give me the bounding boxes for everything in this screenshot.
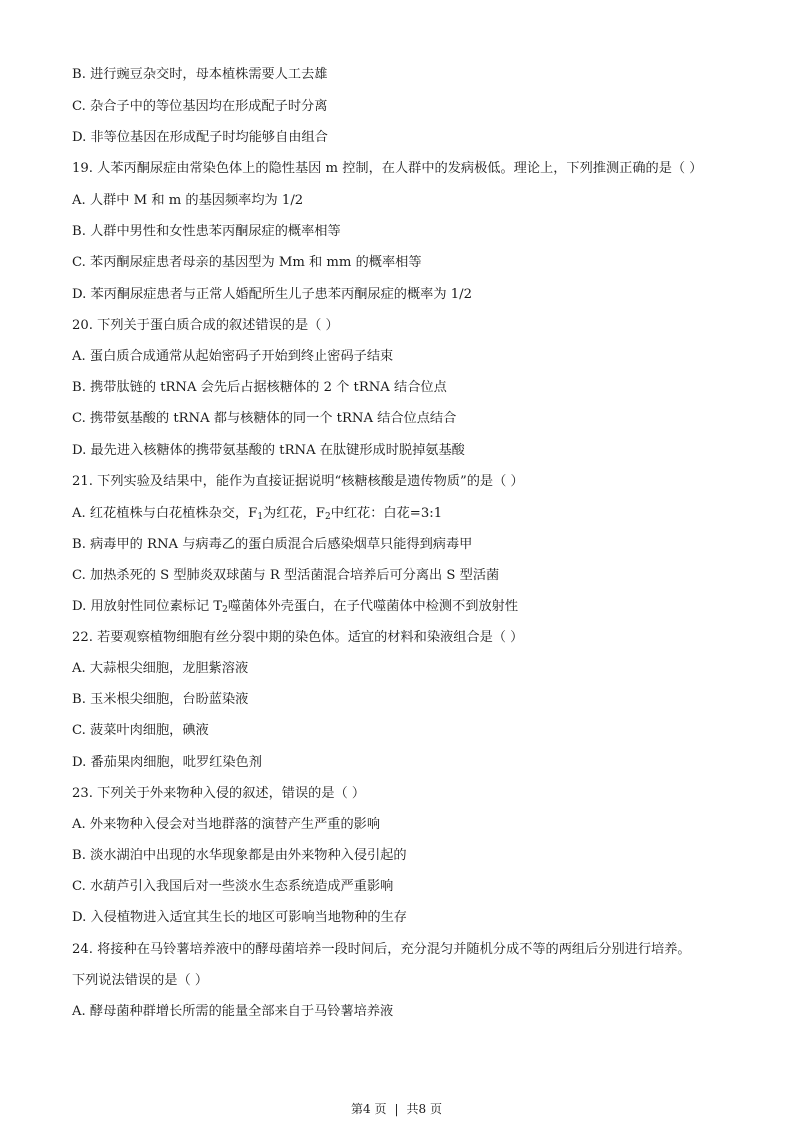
q22-option-a: A. 大蒜根尖细胞，龙胆紫溶液 [72,661,249,676]
q21-option-c: C. 加热杀死的 S 型肺炎双球菌与 R 型活菌混合培养后可分离出 S 型活菌 [72,568,500,583]
q23-option-b: B. 淡水湖泊中出现的水华现象都是由外来物种入侵引起的 [72,848,407,863]
q21-option-b: B. 病毒甲的 RNA 与病毒乙的蛋白质混合后感染烟草只能得到病毒甲 [72,537,473,552]
q23-option-c: C. 水葫芦引入我国后对一些淡水生态系统造成严重影响 [72,879,394,894]
q22-option-c: C. 菠菜叶肉细胞，碘液 [72,723,209,738]
q18-option-c: C. 杂合子中的等位基因均在形成配子时分离 [72,99,328,114]
q19-stem: 19. 人苯丙酮尿症由常染色体上的隐性基因 m 控制，在人群中的发病极低。理论上，下列推测正确的是（ ） [72,161,703,176]
q23-option-d: D. 入侵植物进入适宜其生长的地区可影响当地物种的生存 [72,910,407,925]
q20-option-c: C. 携带氨基酸的 tRNA 都与核糖体的同一个 tRNA 结合位点结合 [72,411,457,426]
q20-option-b: B. 携带肽链的 tRNA 会先后占据核糖体的 2 个 tRNA 结合位点 [72,380,447,395]
q22-option-d: D. 番茄果肉细胞，吡罗红染色剂 [72,755,262,770]
q24-stem-line-2: 下列说法错误的是（ ） [72,973,209,988]
q21-option-d: D. 用放射性同位素标记 $T_2$噬菌体外壳蛋白，在子代噬菌体中检测不到放射性 [72,599,519,615]
q19-option-d: D. 苯丙酮尿症患者与正常人婚配所生儿子患苯丙酮尿症的概率为 1/2 [72,287,472,302]
q22-option-b: B. 玉米根尖细胞，台盼蓝染液 [72,692,249,707]
q23-option-a: A. 外来物种入侵会对当地群落的演替产生严重的影响 [72,817,381,832]
q20-option-a: A. 蛋白质合成通常从起始密码子开始到终止密码子结束 [72,349,394,364]
q19-option-a: A. 人群中 M 和 m 的基因频率均为 1/2 [72,193,304,208]
q18-option-d: D. 非等位基因在形成配子时均能够自由组合 [72,130,328,145]
q24-stem-line-1: 24. 将接种在马铃薯培养液中的酵母菌培养一段时间后，充分混匀并随机分成不等的两组后分别进行培养。 [72,942,691,957]
q19-option-c: C. 苯丙酮尿症患者母亲的基因型为 Mm 和 mm 的概率相等 [72,255,422,270]
q24-option-a: A. 酵母菌种群增长所需的能量全部来自于马铃薯培养液 [72,1004,394,1019]
footer-separator: | [394,1102,399,1116]
q22-stem: 22. 若要观察植物细胞有丝分裂中期的染色体。适宜的材料和染液组合是（ ） [72,630,524,645]
page-footer [0,1101,793,1117]
q19-option-b: B. 人群中男性和女性患苯丙酮尿症的概率相等 [72,224,341,239]
q20-option-d: D. 最先进入核糖体的携带氨基酸的 tRNA 在肽键形成时脱掉氨基酸 [72,443,465,458]
q23-stem: 23. 下列关于外来物种入侵的叙述，错误的是（ ） [72,786,366,801]
q21-option-a: A. 红花植株与白花植株杂交，$F_1$为红花，$F_2$中红花：白花=3:1 [72,506,443,522]
page-total: 共8 页 [406,1102,442,1116]
page-number: 第4 页 [351,1102,387,1116]
q20-stem: 20. 下列关于蛋白质合成的叙述错误的是（ ） [72,318,339,333]
q18-option-b: B. 进行豌豆杂交时，母本植株需要人工去雄 [72,67,328,82]
q21-stem: 21. 下列实验及结果中，能作为直接证据说明“核糖核酸是遗传物质”的是（ ） [72,474,524,489]
